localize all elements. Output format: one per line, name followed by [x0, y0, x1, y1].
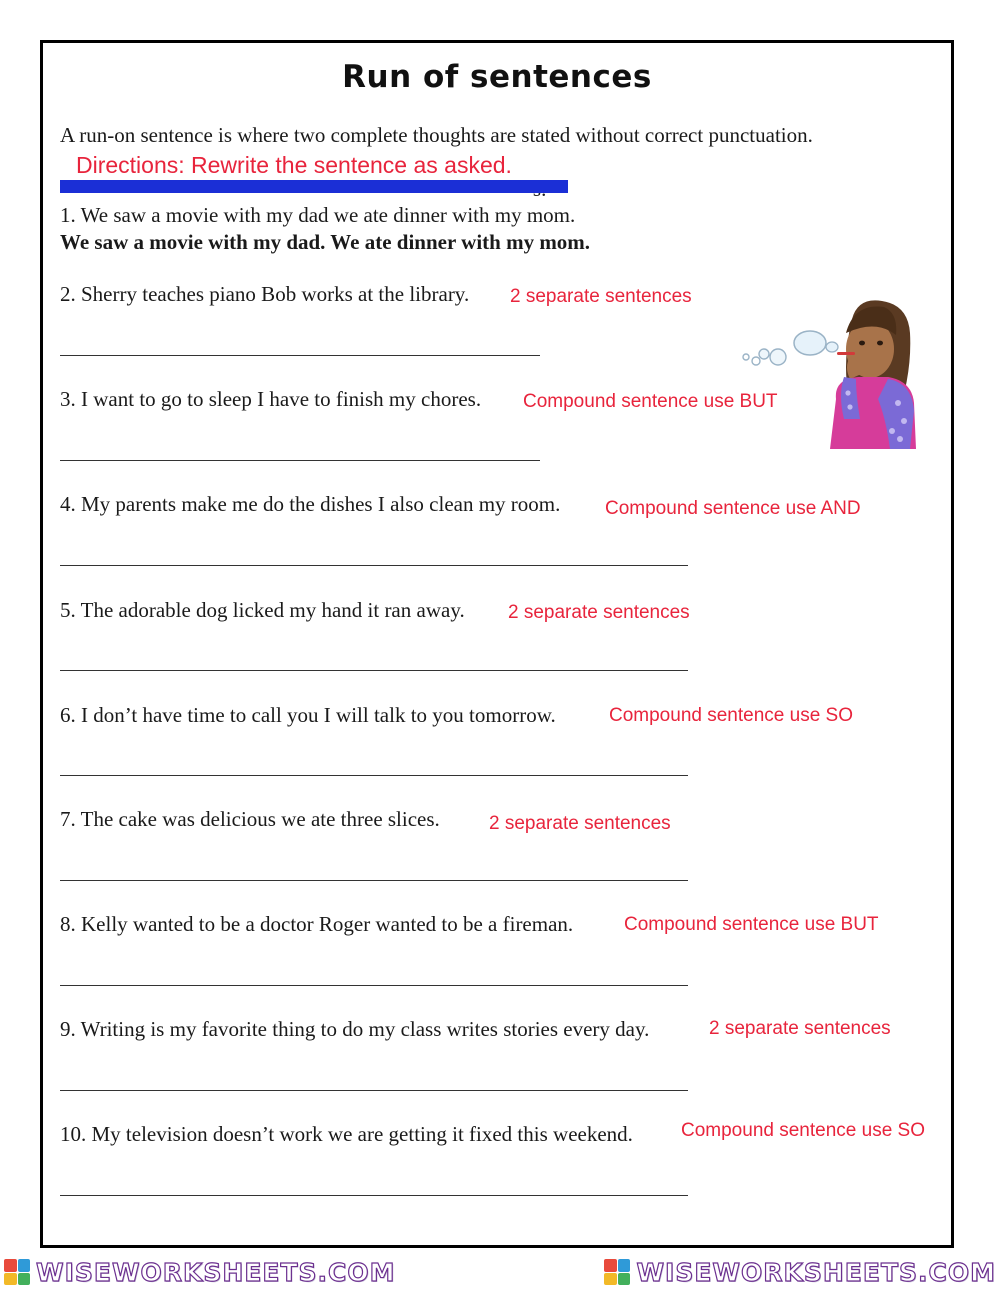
brand-text[interactable]: WISEWORKSHEETS.COM	[636, 1257, 996, 1287]
brand-right	[604, 1258, 996, 1287]
question-3: 3. I want to go to sleep I have to finish my chores.	[60, 387, 482, 411]
question-4: 4. My parents make me do the dishes I also clean my room.	[60, 492, 561, 516]
question-6: 6. I don’t have time to call you I will talk to you tomorrow.	[60, 703, 556, 727]
answer-line-3[interactable]	[60, 460, 540, 461]
example-question: 1. We saw a movie with my dad we ate dinner with my mom.	[60, 203, 576, 227]
answer-line-7[interactable]	[60, 880, 688, 881]
question-8-hint: Compound sentence use BUT	[624, 914, 879, 935]
question-10-hint: Compound sentence use SO	[681, 1120, 925, 1141]
question-6-hint: Compound sentence use SO	[609, 705, 853, 726]
brand-left	[4, 1258, 396, 1287]
question-5: 5. The adorable dog licked my hand it ran away.	[60, 598, 465, 622]
question-9: 9. Writing is my favorite thing to do my class writes stories every day.	[60, 1017, 650, 1041]
brand-logo-icon	[4, 1259, 30, 1285]
example-answer: We saw a movie with my dad. We ate dinner with my mom.	[60, 230, 591, 254]
footer-watermark	[0, 1256, 1000, 1288]
girl-blowing-bubbles-image	[740, 299, 920, 451]
highlight-bar	[60, 180, 568, 193]
question-7: 7. The cake was delicious we ate three slices.	[60, 807, 440, 831]
answer-line-2[interactable]	[60, 355, 540, 356]
answer-line-5[interactable]	[60, 670, 688, 671]
question-3-hint: Compound sentence use BUT	[523, 391, 778, 412]
answer-line-6[interactable]	[60, 775, 688, 776]
directions-text: Directions: Rewrite the sentence as asked.	[73, 152, 515, 179]
worksheet-title: Run of sentences	[342, 59, 652, 95]
question-10: 10. My television doesn’t work we are getting it fixed this weekend.	[60, 1122, 633, 1146]
question-9-hint: 2 separate sentences	[709, 1018, 891, 1039]
brand-text[interactable]: WISEWORKSHEETS.COM	[36, 1257, 396, 1287]
question-5-hint: 2 separate sentences	[508, 602, 690, 623]
intro-text: A run-on sentence is where two complete thoughts are stated without correct punctuation.	[60, 123, 813, 147]
worksheet	[40, 40, 954, 1248]
answer-line-10[interactable]	[60, 1195, 688, 1196]
question-2-hint: 2 separate sentences	[510, 286, 692, 307]
question-7-hint: 2 separate sentences	[489, 813, 671, 834]
question-8: 8. Kelly wanted to be a doctor Roger wanted to be a fireman.	[60, 912, 574, 936]
answer-line-9[interactable]	[60, 1090, 688, 1091]
question-4-hint: Compound sentence use AND	[605, 498, 861, 519]
answer-line-4[interactable]	[60, 565, 688, 566]
brand-logo-icon	[604, 1259, 630, 1285]
question-2: 2. Sherry teaches piano Bob works at the library.	[60, 282, 470, 306]
answer-line-8[interactable]	[60, 985, 688, 986]
